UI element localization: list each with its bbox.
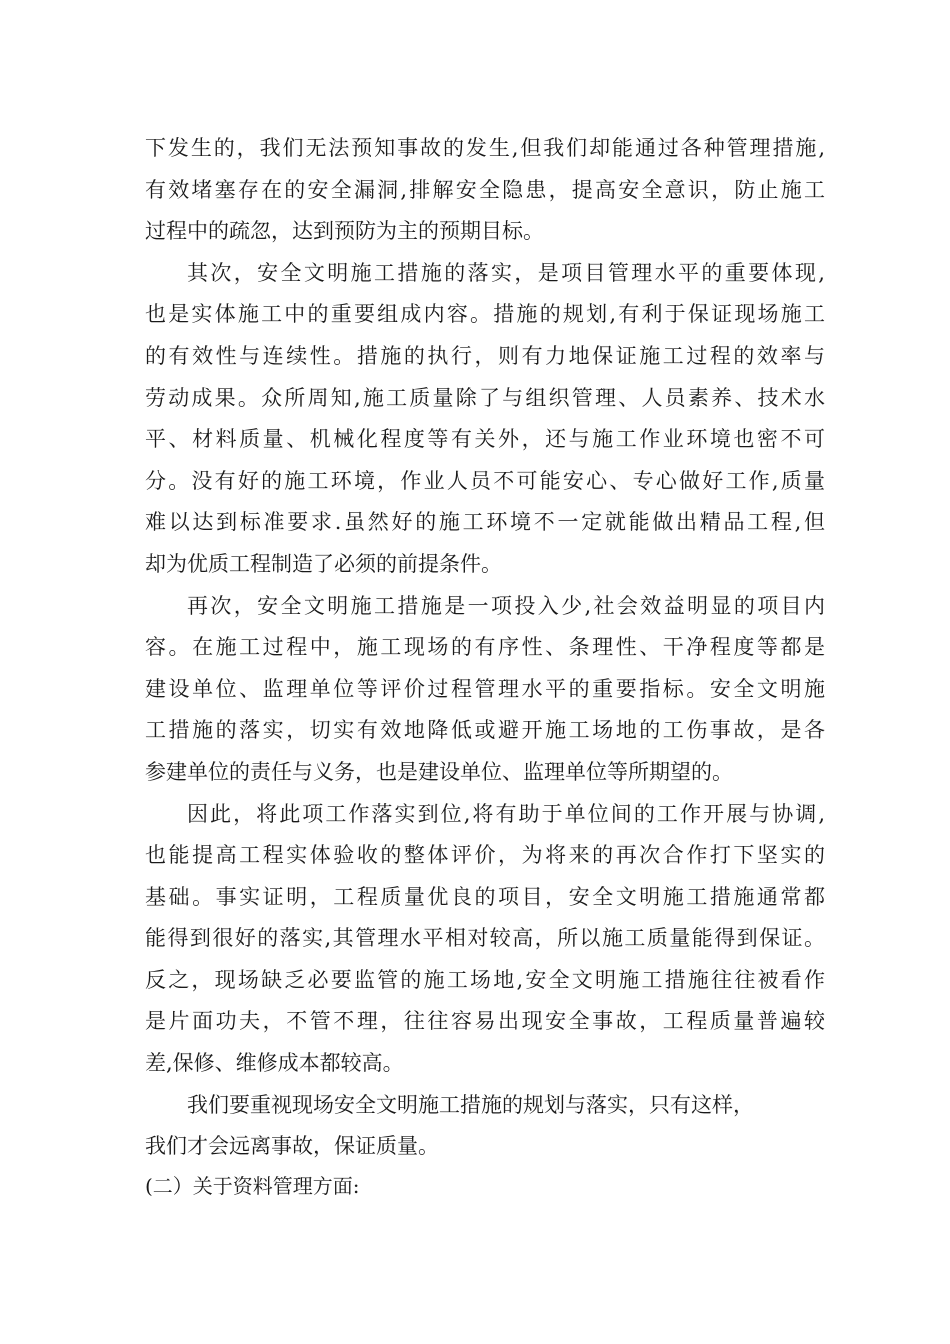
text-line: 容。在施工过程中，施工现场的有序性、条理性、干净程度等都是 xyxy=(145,635,825,660)
text-line: 建设单位、监理单位等评价过程管理水平的重要指标。安全文明施 xyxy=(145,676,825,701)
text-line: 我们要重视现场安全文明施工措施的规划与落实，只有这样， xyxy=(187,1092,754,1117)
text-line: 反之，现场缺乏必要监管的施工场地,安全文明施工措施往往被看作 xyxy=(145,967,825,992)
text-line: 有效堵塞存在的安全漏洞,排解安全隐患，提高安全意识，防止施工 xyxy=(145,177,825,202)
text-line: 能得到很好的落实,其管理水平相对较高，所以施工质量能得到保证。 xyxy=(145,926,825,951)
paragraph-intro-continued xyxy=(145,128,825,253)
text-line: 因此，将此项工作落实到位,将有助于单位间的工作开展与协调, xyxy=(187,801,825,826)
text-line: 工措施的落实，切实有效地降低或避开施工场地的工伤事故，是各 xyxy=(145,718,825,743)
text-line: 差,保修、维修成本都较高。 xyxy=(145,1051,404,1076)
text-line: 过程中的疏忽，达到预防为主的预期目标。 xyxy=(145,219,544,244)
text-line: 也是实体施工中的重要组成内容。措施的规划,有利于保证现场施工 xyxy=(145,302,825,327)
paragraph-conclusion xyxy=(145,1085,825,1168)
text-line: 分。没有好的施工环境，作业人员不可能安心、专心做好工作,质量 xyxy=(145,468,825,493)
text-line: 其次，安全文明施工措施的落实，是项目管理水平的重要体现, xyxy=(187,260,825,285)
text-line: 却为优质工程制造了必须的前提条件。 xyxy=(145,551,502,576)
section-heading: (二）关于资料管理方面: xyxy=(145,1174,360,1198)
paragraph-thirdly xyxy=(145,586,825,794)
paragraph-therefore xyxy=(145,794,825,1085)
text-line: 下发生的，我们无法预知事故的发生,但我们却能通过各种管理措施, xyxy=(145,136,825,160)
text-line: 基础。事实证明，工程质量优良的项目，安全文明施工措施通常都 xyxy=(145,884,825,909)
text-line: 再次，安全文明施工措施是一项投入少,社会效益明显的项目内 xyxy=(187,593,825,618)
text-line: 平、材料质量、机械化程度等有关外，还与施工作业环境也密不可 xyxy=(145,427,825,452)
text-line: 也能提高工程实体验收的整体评价，为将来的再次合作打下坚实的 xyxy=(145,843,825,868)
text-line: 参建单位的责任与义务，也是建设单位、监理单位等所期望的。 xyxy=(145,759,733,784)
document-body xyxy=(145,128,825,1168)
text-line: 难以达到标准要求.虽然好的施工环境不一定就能做出精品工程,但 xyxy=(145,510,825,535)
text-line: 劳动成果。众所周知,施工质量除了与组织管理、人员素养、技术水 xyxy=(145,385,825,410)
text-line: 是片面功夫，不管不理，往往容易出现安全事故，工程质量普遍较 xyxy=(145,1009,825,1034)
text-line: 的有效性与连续性。措施的执行，则有力地保证施工过程的效率与 xyxy=(145,343,825,368)
text-line: 我们才会远离事故，保证质量。 xyxy=(145,1134,439,1159)
paragraph-secondly xyxy=(145,253,825,586)
